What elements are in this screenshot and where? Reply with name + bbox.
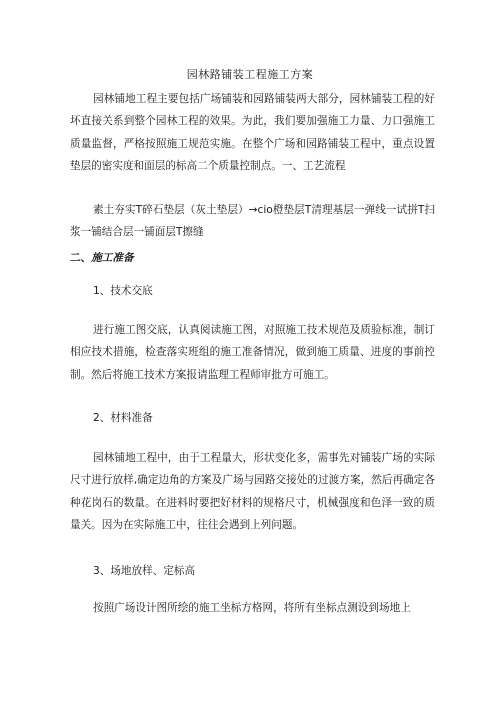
item-1-heading: 1、技术交底 [93, 285, 153, 297]
item-2-paragraph: 园林铺地工程中，由于工程量大，形状变化多，需事先对铺装广场的实际尺寸进行放样,确定边角的方案及广场与园路交接处的过渡方案，然后再确定各种花岗石的数量。在进料时要把好材料的规格尺寸，机械强度和色泽一致的质量关。因为在实际施工中，往往会遇到上列问题。 [70, 452, 435, 531]
item-2-heading: 2、材料准备 [93, 412, 153, 424]
item-1-paragraph: 进行施工图交底，认真阅读施工图，对照施工技术规范及质验标准，制订相应技术措施，检查落实班组的施工准备情况，做到施工质量、进度的事前控制。然后将施工技术方案报请监理工程师审批方可施工。 [70, 324, 435, 381]
item-3-heading: 3、场地放样、定标高 [93, 565, 196, 577]
document-title: 园林路铺装工程施工方案 [186, 68, 314, 81]
process-flow-paragraph: 素土夯实T碎石垫层（灰土垫层）→cio橙垫层T清理基层一弹线一试拼T扫浆一铺结合层一铺面层T擦缝 [70, 204, 435, 239]
item-3-paragraph: 按照广场设计图所绘的施工坐标方格网，将所有坐标点测设到场地上 [93, 602, 411, 614]
section-2-number: 二、 [70, 252, 92, 264]
intro-paragraph: 园林铺地工程主要包括广场铺装和园路铺装两大部分，园林铺装工程的好坏直接关系到整个园林工程的效果。为此，我们要加强施工力量、力口强施工质量监督，严格按照施工规范实施。在整个广场和园路铺装工程中，重点设置垫层的密实度和面层的标高二个质量控制点。一、工艺流程 [70, 93, 435, 172]
section-2-heading [70, 250, 134, 266]
section-2-title: 施工准备 [91, 252, 134, 264]
